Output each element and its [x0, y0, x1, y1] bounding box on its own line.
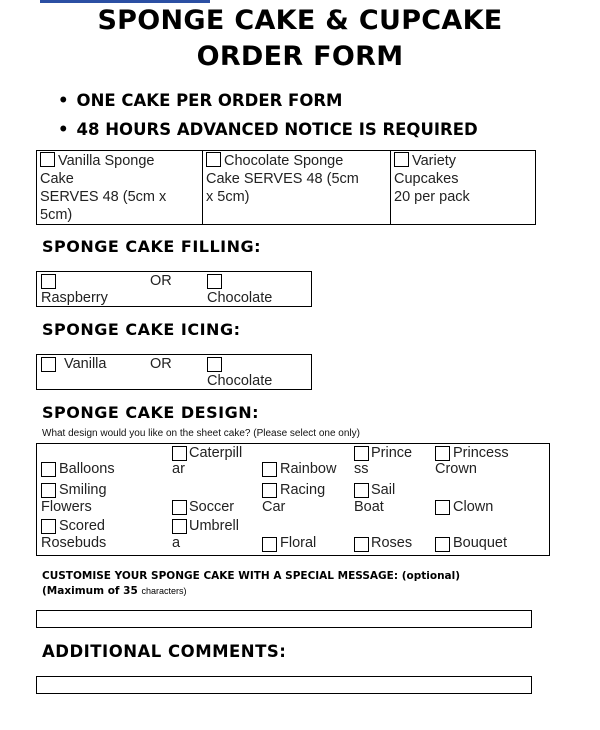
- divider: [202, 151, 203, 224]
- filling-heading: SPONGE CAKE FILLING:: [42, 237, 262, 256]
- filling-or: OR: [150, 273, 172, 289]
- clown-label: Clown: [453, 499, 494, 515]
- soccer-label: Soccer: [189, 499, 235, 515]
- princess-crown-label-2: Crown: [435, 461, 477, 477]
- princess-checkbox[interactable]: [354, 446, 369, 461]
- caterpillar-label: Caterpill: [189, 445, 243, 461]
- sail-boat-label: Sail: [371, 482, 396, 498]
- caterpillar-checkbox[interactable]: [172, 446, 187, 461]
- filling-table: [36, 271, 312, 307]
- icing-or: OR: [150, 356, 172, 372]
- additional-comments-field[interactable]: [36, 676, 532, 694]
- umbrella-label-2: a: [172, 535, 181, 551]
- icing-heading: SPONGE CAKE ICING:: [42, 320, 241, 339]
- bouquet-checkbox[interactable]: [435, 537, 450, 552]
- scored-rosebuds-checkbox[interactable]: [41, 519, 56, 534]
- soccer-checkbox[interactable]: [172, 500, 187, 515]
- rainbow-label: Rainbow: [280, 461, 337, 477]
- floral-checkbox[interactable]: [262, 537, 277, 552]
- princess-crown-label: Princess: [453, 445, 509, 461]
- cake-option-vanilla: Vanilla Sponge Cake SERVES 48 (5cm x 5cm): [40, 153, 167, 223]
- form-title-line1: SPONGE CAKE & CUPCAKE: [97, 5, 503, 36]
- roses-checkbox[interactable]: [354, 537, 369, 552]
- bouquet-label: Bouquet: [453, 535, 508, 551]
- cake-type-table: [36, 150, 536, 225]
- cake-option-chocolate: Chocolate Sponge Cake SERVES 48 (5cm x 5cm): [206, 153, 359, 205]
- sail-boat-checkbox[interactable]: [354, 483, 369, 498]
- icing-table: [36, 354, 312, 390]
- smiling-flowers-checkbox[interactable]: [41, 483, 56, 498]
- vanilla-icing-checkbox[interactable]: [41, 357, 56, 372]
- caterpillar-label-2: ar: [172, 461, 185, 477]
- racing-car-label-2: Car: [262, 499, 286, 515]
- design-heading: SPONGE CAKE DESIGN:: [42, 403, 260, 422]
- design-table: [36, 443, 550, 556]
- scored-rosebuds-label-2: Rosebuds: [41, 535, 107, 551]
- rules-list: [58, 90, 478, 148]
- chocolate-icing-checkbox[interactable]: [207, 357, 222, 372]
- princess-crown-checkbox[interactable]: [435, 446, 450, 461]
- smiling-flowers-label: Smiling: [59, 482, 107, 498]
- cake-option-cupcakes: Variety Cupcakes 20 per pack: [394, 153, 470, 205]
- smiling-flowers-label-2: Flowers: [41, 499, 92, 515]
- princess-label-2: ss: [354, 461, 369, 477]
- chocolate-icing-label: Chocolate: [207, 373, 273, 389]
- comments-heading: ADDITIONAL COMMENTS:: [42, 642, 287, 661]
- princess-label: Prince: [371, 445, 413, 461]
- chocolate-filling-label: Chocolate: [207, 290, 273, 306]
- chocolate-filling-checkbox[interactable]: [207, 274, 222, 289]
- vanilla-icing-label: Vanilla: [64, 356, 107, 372]
- raspberry-label: Raspberry: [41, 290, 108, 306]
- divider: [390, 151, 391, 224]
- sail-boat-label-2: Boat: [354, 499, 384, 515]
- special-message-field[interactable]: [36, 610, 532, 628]
- variety-cupcakes-checkbox[interactable]: [394, 152, 409, 167]
- umbrella-label: Umbrell: [189, 518, 239, 534]
- rainbow-checkbox[interactable]: [262, 462, 277, 477]
- message-instructions: CUSTOMISE YOUR SPONGE CAKE WITH A SPECIAL MESSAGE: (optional) (Maximum of 35 characters): [42, 570, 461, 597]
- racing-car-checkbox[interactable]: [262, 483, 277, 498]
- scored-rosebuds-label: Scored: [59, 518, 105, 534]
- umbrella-checkbox[interactable]: [172, 519, 187, 534]
- roses-label: Roses: [371, 535, 413, 551]
- top-decor-bar: [40, 0, 210, 3]
- rule-item: • ONE CAKE PER ORDER FORM: [58, 90, 478, 119]
- design-question: What design would you like on the sheet cake? (Please select one only): [42, 428, 360, 439]
- floral-label: Floral: [280, 535, 317, 551]
- balloons-checkbox[interactable]: [41, 462, 56, 477]
- balloons-label: Balloons: [59, 461, 115, 477]
- racing-car-label: Racing: [280, 482, 326, 498]
- raspberry-checkbox[interactable]: [41, 274, 56, 289]
- vanilla-sponge-checkbox[interactable]: [40, 152, 55, 167]
- clown-checkbox[interactable]: [435, 500, 450, 515]
- chocolate-sponge-checkbox[interactable]: [206, 152, 221, 167]
- rule-item: • 48 HOURS ADVANCED NOTICE IS REQUIRED: [58, 119, 478, 148]
- form-title-line2: ORDER FORM: [196, 41, 404, 72]
